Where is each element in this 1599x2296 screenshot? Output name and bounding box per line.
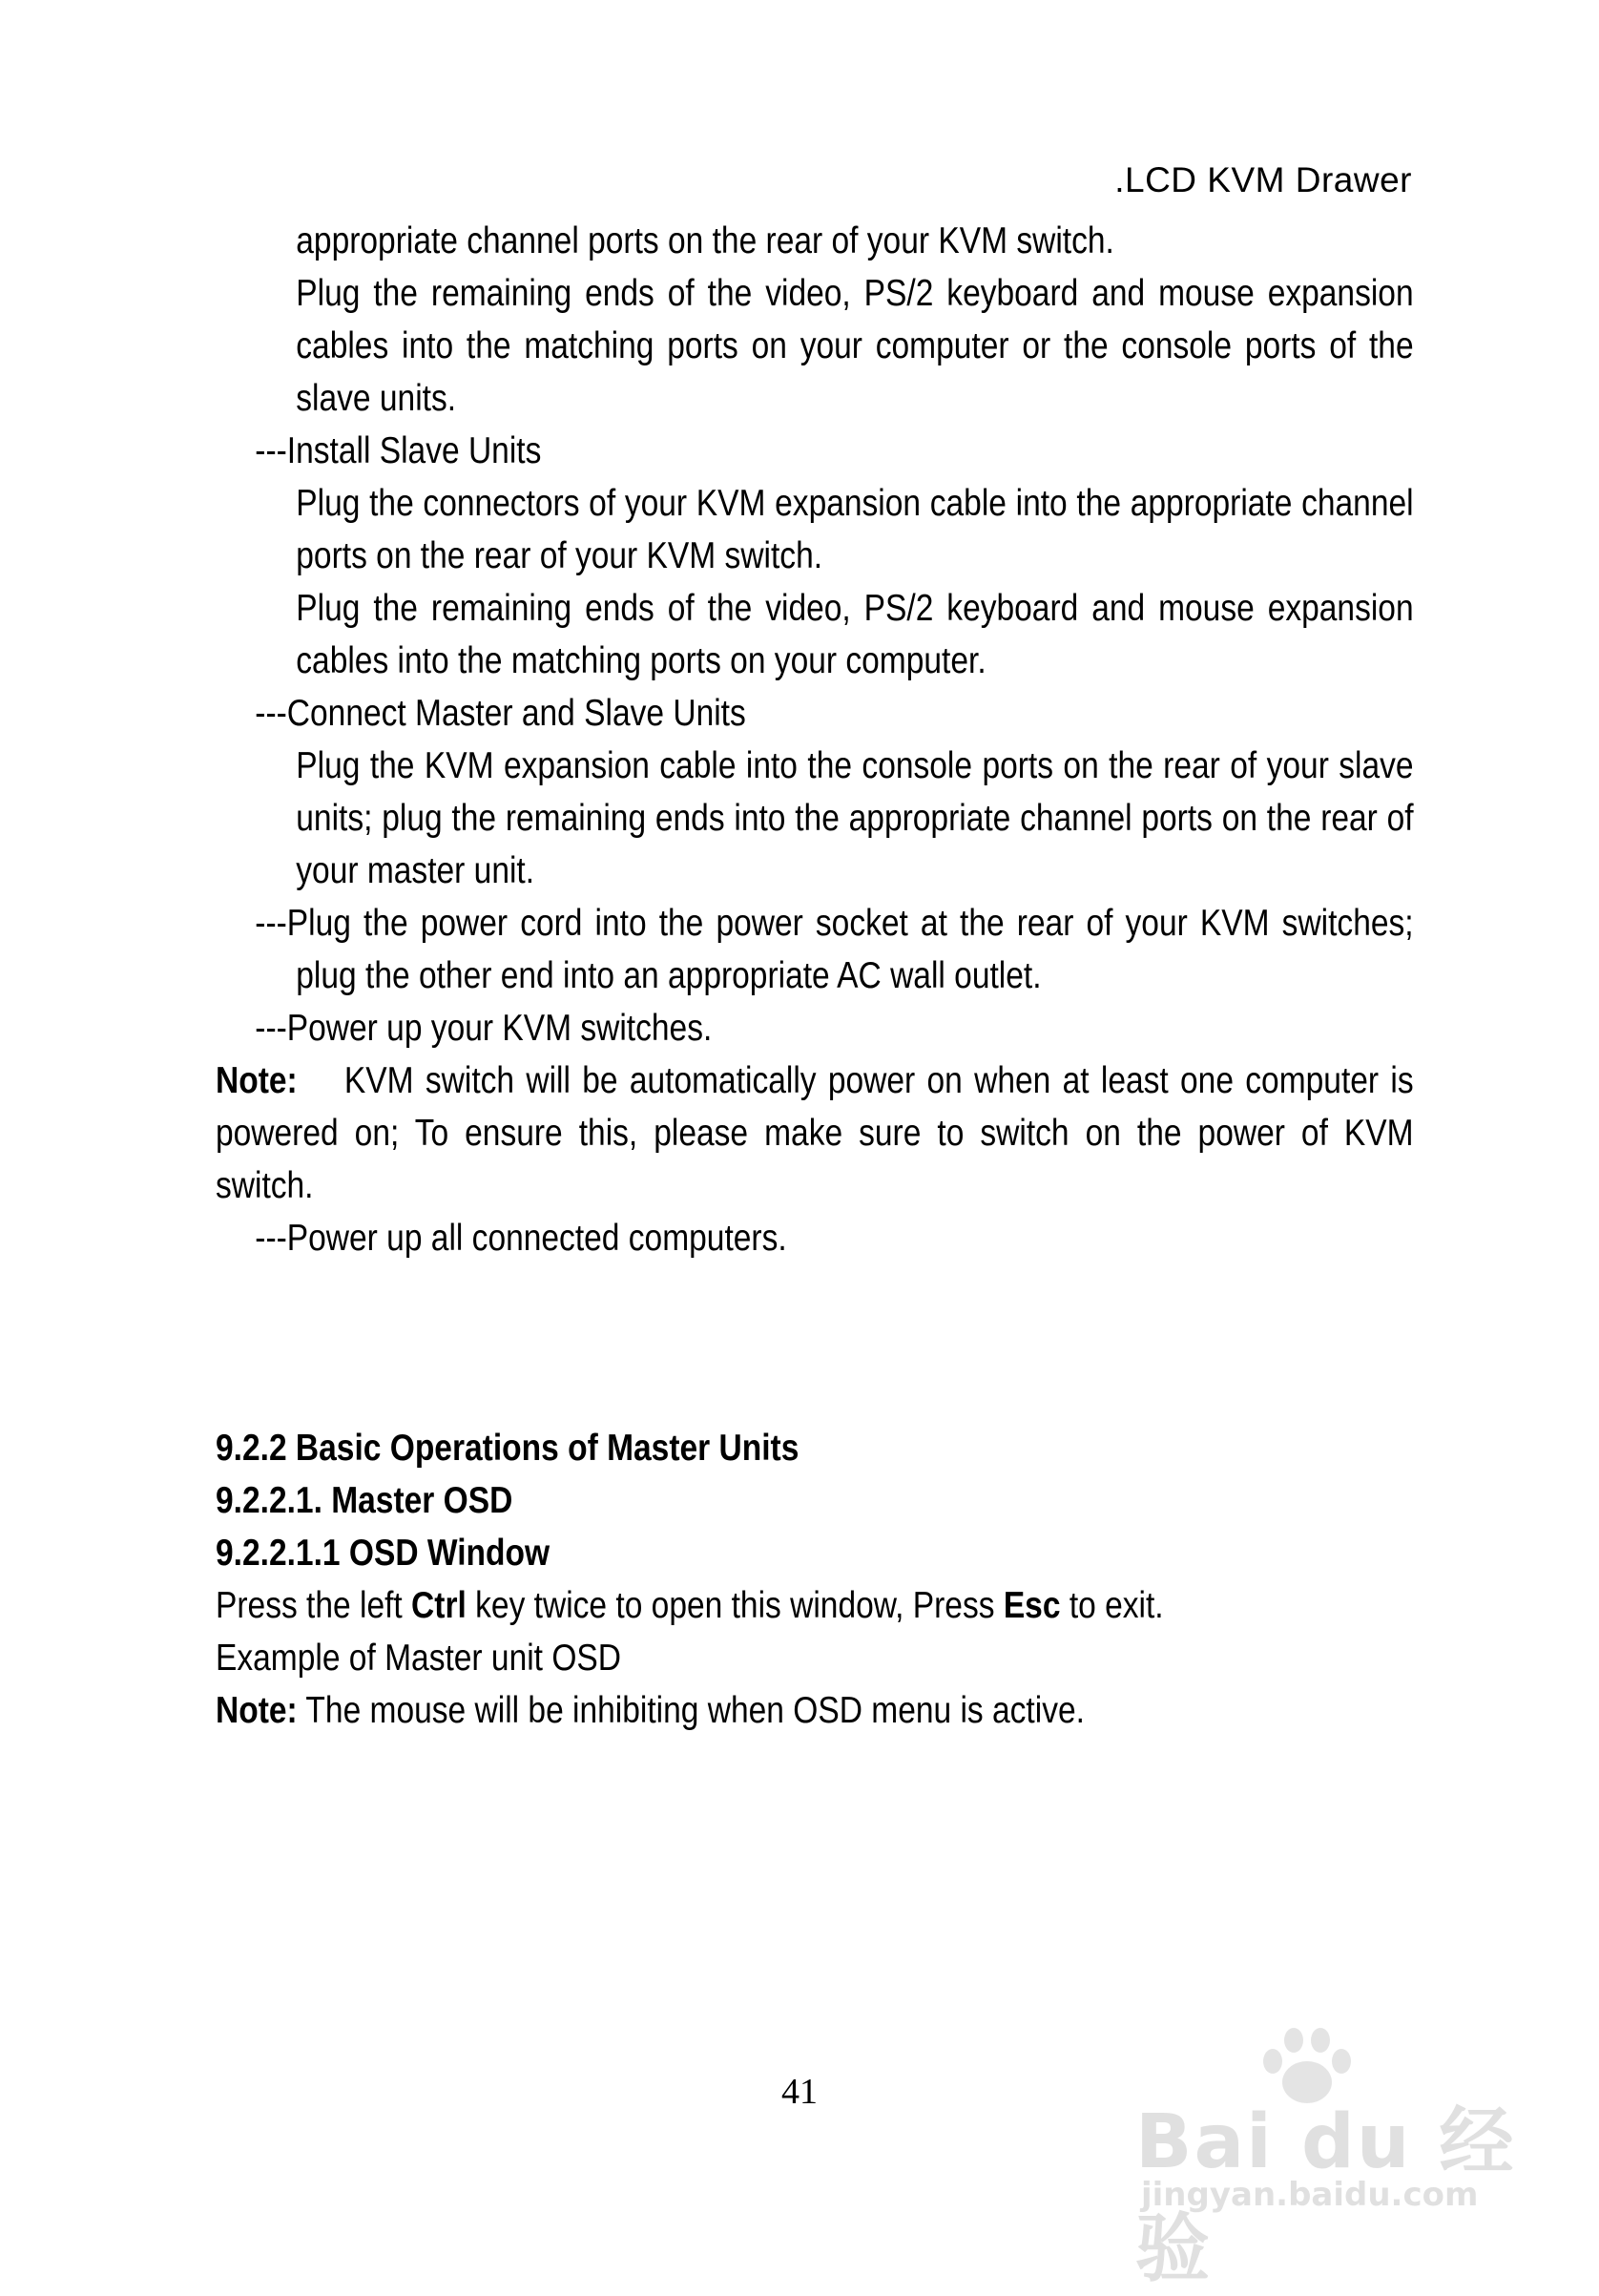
step-item: ---Power up your KVM switches. bbox=[255, 1008, 713, 1049]
key-esc: Esc bbox=[1003, 1585, 1061, 1626]
paragraph: Plug the remaining ends of the video, PS/2 keyboard and mouse expansion cables into the matching ports on your computer or the console ports of the slave units. bbox=[296, 273, 1414, 419]
example-caption: Example of Master unit OSD bbox=[216, 1638, 622, 1679]
instruction-line bbox=[216, 1579, 1414, 1632]
text-line: appropriate channel ports on the rear of your KVM switch. bbox=[296, 220, 1114, 261]
page-number: 41 bbox=[781, 2072, 818, 2112]
note-paragraph bbox=[216, 1054, 1414, 1212]
document-body bbox=[216, 215, 1414, 1737]
note-label: Note: bbox=[216, 1060, 298, 1101]
note-paragraph bbox=[216, 1684, 1414, 1737]
subsection-heading: 9.2.2.1. Master OSD bbox=[216, 1480, 513, 1521]
running-header: .LCD KVM Drawer bbox=[1114, 160, 1412, 199]
baidu-watermark bbox=[1135, 2023, 1517, 2292]
instruction-text: to exit. bbox=[1060, 1585, 1164, 1626]
section-heading: 9.2.2 Basic Operations of Master Units bbox=[216, 1428, 800, 1469]
instruction-text: Press the left bbox=[216, 1585, 412, 1626]
step-heading: ---Connect Master and Slave Units bbox=[255, 693, 746, 734]
spacer bbox=[216, 1264, 1414, 1422]
paragraph: Plug the connectors of your KVM expansion cable into the appropriate channel ports on the rear of your KVM switch. bbox=[296, 483, 1414, 576]
paragraph: Plug the KVM expansion cable into the console ports on the rear of your slave units; plug the remaining ends into the appropriate channel ports on the rear of your master unit. bbox=[296, 745, 1414, 891]
step-item: ---Plug the power cord into the power socket at the rear of your KVM switches; plug the other end into an appropriate AC wall outlet. bbox=[255, 903, 1414, 996]
instruction-text: key twice to open this window, Press bbox=[466, 1585, 1004, 1626]
note-text: KVM switch will be automatically power on when at least one computer is powered on; To ensure this, please make sure to switch on the power of KVM switch. bbox=[216, 1060, 1414, 1206]
subsubsection-heading: 9.2.2.1.1 OSD Window bbox=[216, 1533, 550, 1574]
watermark-brand: Bai du 经验 bbox=[1135, 2099, 1516, 2292]
step-heading: ---Install Slave Units bbox=[255, 430, 542, 471]
watermark-url: jingyan.baidu.com bbox=[1141, 2176, 1479, 2214]
step-item: ---Power up all connected computers. bbox=[255, 1218, 787, 1259]
key-ctrl: Ctrl bbox=[411, 1585, 467, 1626]
note-label: Note: bbox=[216, 1690, 298, 1731]
note-text: The mouse will be inhibiting when OSD menu is active. bbox=[305, 1690, 1085, 1731]
paragraph: Plug the remaining ends of the video, PS/2 keyboard and mouse expansion cables into the matching ports on your computer. bbox=[296, 588, 1414, 681]
